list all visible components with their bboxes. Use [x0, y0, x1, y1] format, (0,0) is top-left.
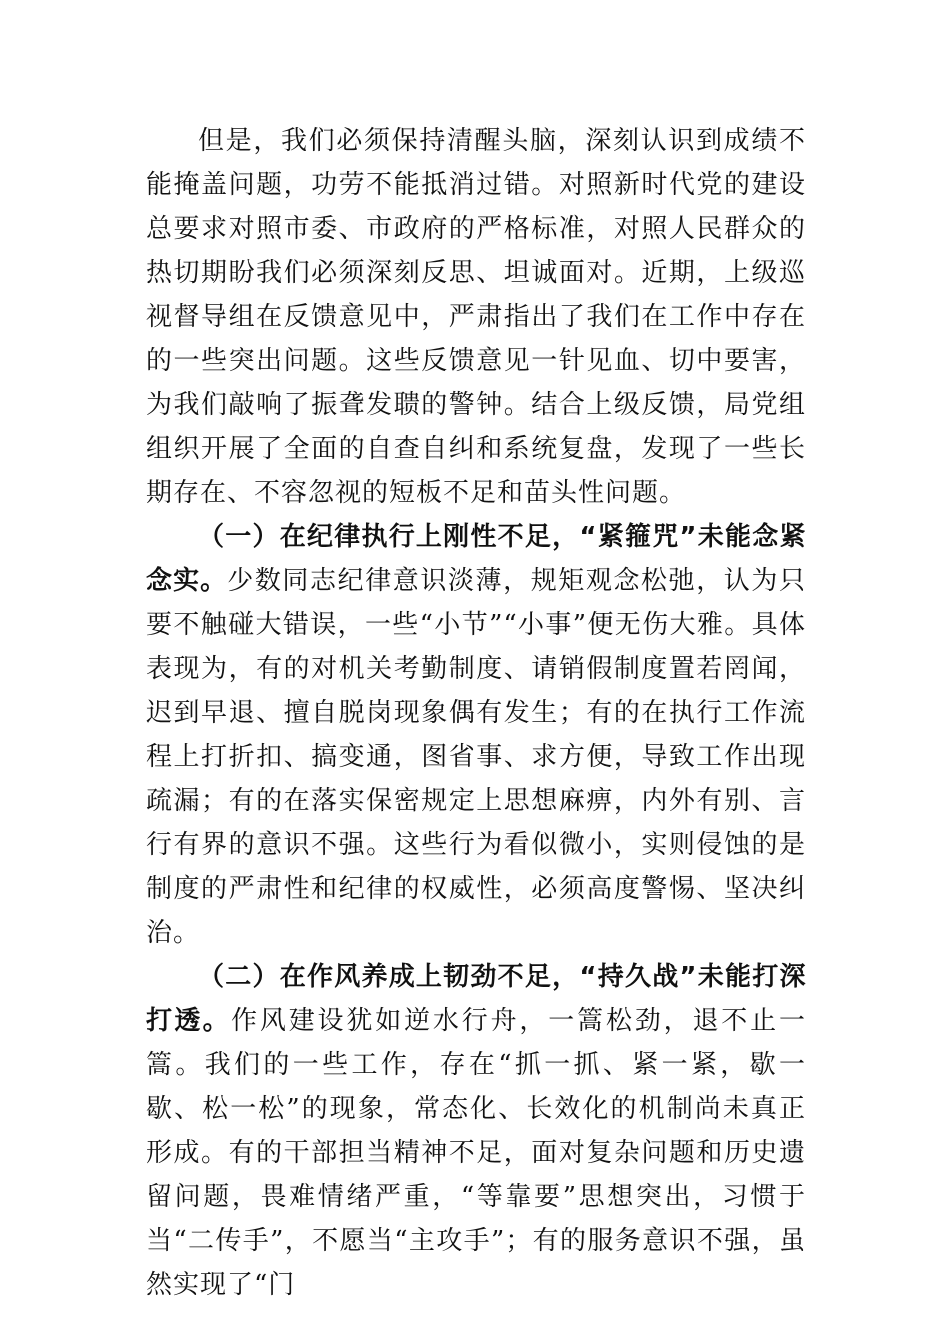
section-heading: （二）在作风养成上韧劲不足，“持久战”未能打深打透。: [146, 962, 806, 1036]
paragraph-intro: [146, 119, 806, 515]
paragraph-work-style: [146, 955, 806, 1307]
paragraph-body: 作风建设犹如逆水行舟，一篙松劲，退不止一篙。我们的一些工作，存在“抓一抓、紧一紧，歇一歇、松一松”的现象，常态化、长效化的机制尚未真正形成。有的干部担当精神不足，面对复杂问题和历史遗留问题，畏难情绪严重，“等靠要”思想突出，习惯于当“二传手”，不愿当“主攻手”；有的服务意识不强，虽然实现了“门: [146, 1006, 806, 1300]
paragraph-discipline: [146, 515, 806, 955]
paragraph-body: 少数同志纪律意识淡薄，规矩观念松弛，认为只要不触碰大错误，一些“小节”“小事”便无伤大雅。具体表现为，有的对机关考勤制度、请销假制度置若罔闻，迟到早退、擅自脱岗现象偶有发生；有的在执行工作流程上打折扣、搞变通，图省事、求方便，导致工作出现疏漏；有的在落实保密规定上思想麻痹，内外有别、言行有界的意识不强。这些行为看似微小，实则侵蚀的是制度的严肃性和纪律的权威性，必须高度警惕、坚决纠治。: [146, 566, 806, 948]
section-heading: （一）在纪律执行上刚性不足，“紧箍咒”未能念紧念实。: [146, 522, 806, 596]
document-page: [146, 119, 806, 1307]
paragraph-body: 但是，我们必须保持清醒头脑，深刻认识到成绩不能掩盖问题，功劳不能抵消过错。对照新时代党的建设总要求对照市委、市政府的严格标准，对照人民群众的热切期盼我们必须深刻反思、坦诚面对。近期，上级巡视督导组在反馈意见中，严肃指出了我们在工作中存在的一些突出问题。这些反馈意见一针见血、切中要害，为我们敲响了振聋发聩的警钟。结合上级反馈，局党组组织开展了全面的自查自纠和系统复盘，发现了一些长期存在、不容忽视的短板不足和苗头性问题。: [146, 126, 806, 508]
